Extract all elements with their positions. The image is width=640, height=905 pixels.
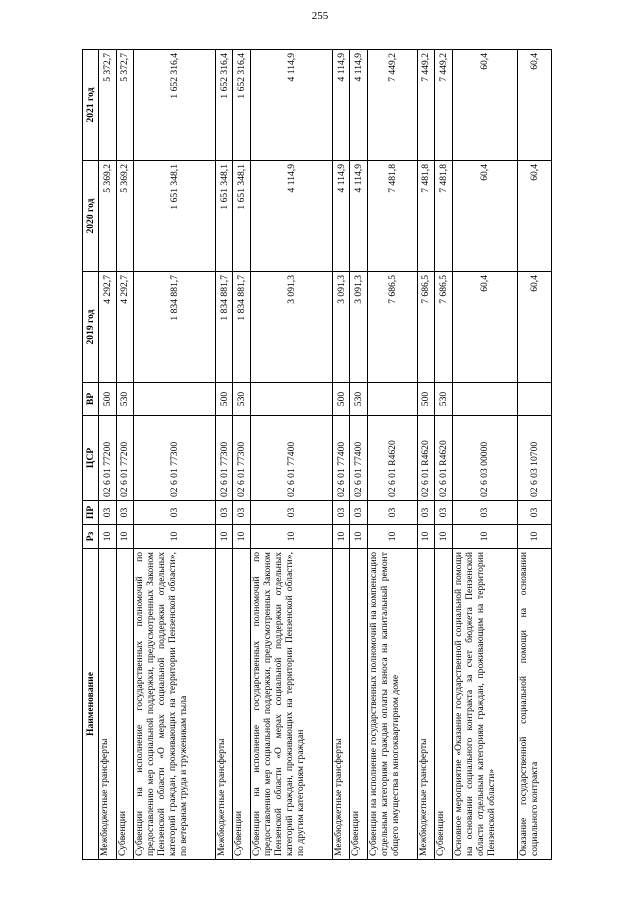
cell-rz: 10 (435, 525, 453, 549)
cell-vr: 530 (116, 383, 134, 416)
cell-vr (452, 383, 518, 416)
cell-csr: 02 6 01 77400 (350, 416, 368, 501)
cell-2021: 5 372,7 (116, 50, 134, 161)
cell-2020: 1 651 348,1 (233, 161, 251, 272)
cell-vr (518, 383, 552, 416)
cell-csr: 02 6 01 77300 (134, 416, 216, 501)
cell-2019: 1 834 881,7 (233, 272, 251, 383)
table-row (250, 50, 332, 860)
cell-rz: 10 (518, 525, 552, 549)
cell-2019: 4 292,7 (116, 272, 134, 383)
cell-rz: 10 (350, 525, 368, 549)
cell-csr: 02 6 03 10700 (518, 416, 552, 501)
table-row (350, 50, 368, 860)
cell-2020: 4 114,9 (350, 161, 368, 272)
cell-2021: 7 449,2 (417, 50, 435, 161)
cell-2019: 1 834 881,7 (134, 272, 216, 383)
cell-rz: 10 (417, 525, 435, 549)
table-row (452, 50, 518, 860)
cell-rz: 10 (367, 525, 417, 549)
header-csr: ЦСР (83, 416, 99, 501)
cell-name: Субвенции (116, 549, 134, 860)
cell-vr: 500 (332, 383, 350, 416)
cell-pr: 03 (518, 501, 552, 525)
cell-name: Оказание государственной социальной помощи на основании социального контракта (518, 549, 552, 860)
cell-vr: 500 (99, 383, 117, 416)
cell-2019: 4 292,7 (99, 272, 117, 383)
cell-rz: 10 (134, 525, 216, 549)
table-row (518, 50, 552, 860)
cell-csr: 02 6 01 R4620 (435, 416, 453, 501)
cell-2019: 60,4 (518, 272, 552, 383)
page-number: 255 (311, 10, 329, 22)
header-name: Наименование (83, 549, 99, 860)
cell-vr: 530 (350, 383, 368, 416)
cell-rz: 10 (250, 525, 332, 549)
cell-vr: 500 (215, 383, 233, 416)
cell-pr: 03 (215, 501, 233, 525)
table-row (99, 50, 117, 860)
cell-2019: 7 686,5 (435, 272, 453, 383)
cell-csr: 02 6 01 R4620 (417, 416, 435, 501)
cell-name: Межбюджетные трансферты (99, 549, 117, 860)
cell-name: Субвенции на исполнение государственных полномочий по предоставлению мер социальной поддержки, предусмотренных Законом Пензенской области «О мерах социальной поддержки отдельных категорий граждан, проживающих на территории Пензенской области», по ветеранам труда и труженикам тыла (134, 549, 216, 860)
table-row (116, 50, 134, 860)
cell-name: Субвенции на исполнение государственных полномочий по предоставлению мер социальной поддержки, предусмотренных Законом Пензенской области «О мерах социальной поддержки отдельных категорий граждан, проживающих на территории Пензенской области», по другим категориям граждан (250, 549, 332, 860)
cell-vr (250, 383, 332, 416)
cell-pr: 03 (233, 501, 251, 525)
cell-name: Основное мероприятие «Оказание государственной социальной помощи на основании социального контракта за счет бюджета Пензенской области отдельным категориям граждан, проживающим на территории Пензенской области» (452, 549, 518, 860)
cell-rz: 10 (116, 525, 134, 549)
cell-2020: 1 651 348,1 (134, 161, 216, 272)
cell-vr (134, 383, 216, 416)
cell-2020: 7 481,8 (435, 161, 453, 272)
cell-2021: 4 114,9 (332, 50, 350, 161)
cell-pr: 03 (116, 501, 134, 525)
cell-2021: 60,4 (452, 50, 518, 161)
budget-table (82, 49, 552, 860)
cell-vr (367, 383, 417, 416)
table-row (367, 50, 417, 860)
cell-2019: 1 834 881,7 (215, 272, 233, 383)
header-rz: Рз (83, 525, 99, 549)
cell-name: Субвенции (350, 549, 368, 860)
table-row (332, 50, 350, 860)
cell-csr: 02 6 01 77300 (215, 416, 233, 501)
cell-csr: 02 6 01 R4620 (367, 416, 417, 501)
cell-2021: 7 449,2 (435, 50, 453, 161)
cell-2019: 7 686,5 (417, 272, 435, 383)
cell-pr: 03 (250, 501, 332, 525)
cell-rz: 10 (452, 525, 518, 549)
cell-2020: 5 369,2 (99, 161, 117, 272)
cell-2020: 4 114,9 (250, 161, 332, 272)
cell-2021: 1 652 316,4 (233, 50, 251, 161)
cell-csr: 02 6 01 77300 (233, 416, 251, 501)
cell-2021: 4 114,9 (250, 50, 332, 161)
cell-vr: 500 (417, 383, 435, 416)
cell-2020: 4 114,9 (332, 161, 350, 272)
table-row (417, 50, 435, 860)
table-row (134, 50, 216, 860)
table-header-row (83, 50, 99, 860)
header-pr: ПР (83, 501, 99, 525)
cell-pr: 03 (417, 501, 435, 525)
header-2020: 2020 год (83, 161, 99, 272)
cell-name: Межбюджетные трансферты (332, 549, 350, 860)
cell-2020: 7 481,8 (417, 161, 435, 272)
header-2021: 2021 год (83, 50, 99, 161)
cell-pr: 03 (367, 501, 417, 525)
cell-2020: 60,4 (452, 161, 518, 272)
cell-name: Межбюджетные трансферты (417, 549, 435, 860)
cell-name: Субвенции на исполнение государственных полномочий на компенсацию отдельным категориям граждан оплаты взноса на капитальный ремонт общего имущества в многоквартирном доме (367, 549, 417, 860)
table-row (233, 50, 251, 860)
cell-pr: 03 (452, 501, 518, 525)
header-vr: ВР (83, 383, 99, 416)
cell-pr: 03 (99, 501, 117, 525)
cell-2020: 1 651 348,1 (215, 161, 233, 272)
header-2019: 2019 год (83, 272, 99, 383)
cell-pr: 03 (332, 501, 350, 525)
cell-rz: 10 (233, 525, 251, 549)
cell-csr: 02 6 01 77400 (250, 416, 332, 501)
cell-2019: 3 091,3 (350, 272, 368, 383)
cell-2019: 60,4 (452, 272, 518, 383)
cell-csr: 02 6 01 77400 (332, 416, 350, 501)
cell-csr: 02 6 03 00000 (452, 416, 518, 501)
table-row (435, 50, 453, 860)
table-row (215, 50, 233, 860)
cell-2021: 7 449,2 (367, 50, 417, 161)
cell-2019: 3 091,3 (250, 272, 332, 383)
cell-2021: 60,4 (518, 50, 552, 161)
cell-vr: 530 (233, 383, 251, 416)
rotated-table-container (82, 50, 552, 860)
cell-2020: 5 369,2 (116, 161, 134, 272)
cell-2021: 4 114,9 (350, 50, 368, 161)
cell-vr: 530 (435, 383, 453, 416)
cell-pr: 03 (350, 501, 368, 525)
cell-name: Межбюджетные трансферты (215, 549, 233, 860)
cell-pr: 03 (134, 501, 216, 525)
cell-rz: 10 (99, 525, 117, 549)
cell-csr: 02 6 01 77200 (99, 416, 117, 501)
cell-rz: 10 (332, 525, 350, 549)
cell-2021: 1 652 316,4 (134, 50, 216, 161)
cell-2021: 5 372,7 (99, 50, 117, 161)
cell-2020: 60,4 (518, 161, 552, 272)
cell-2019: 3 091,3 (332, 272, 350, 383)
cell-name: Субвенции (233, 549, 251, 860)
cell-2020: 7 481,8 (367, 161, 417, 272)
cell-2021: 1 652 316,4 (215, 50, 233, 161)
cell-2019: 7 686,5 (367, 272, 417, 383)
cell-csr: 02 6 01 77200 (116, 416, 134, 501)
cell-name: Субвенции (435, 549, 453, 860)
cell-rz: 10 (215, 525, 233, 549)
cell-pr: 03 (435, 501, 453, 525)
